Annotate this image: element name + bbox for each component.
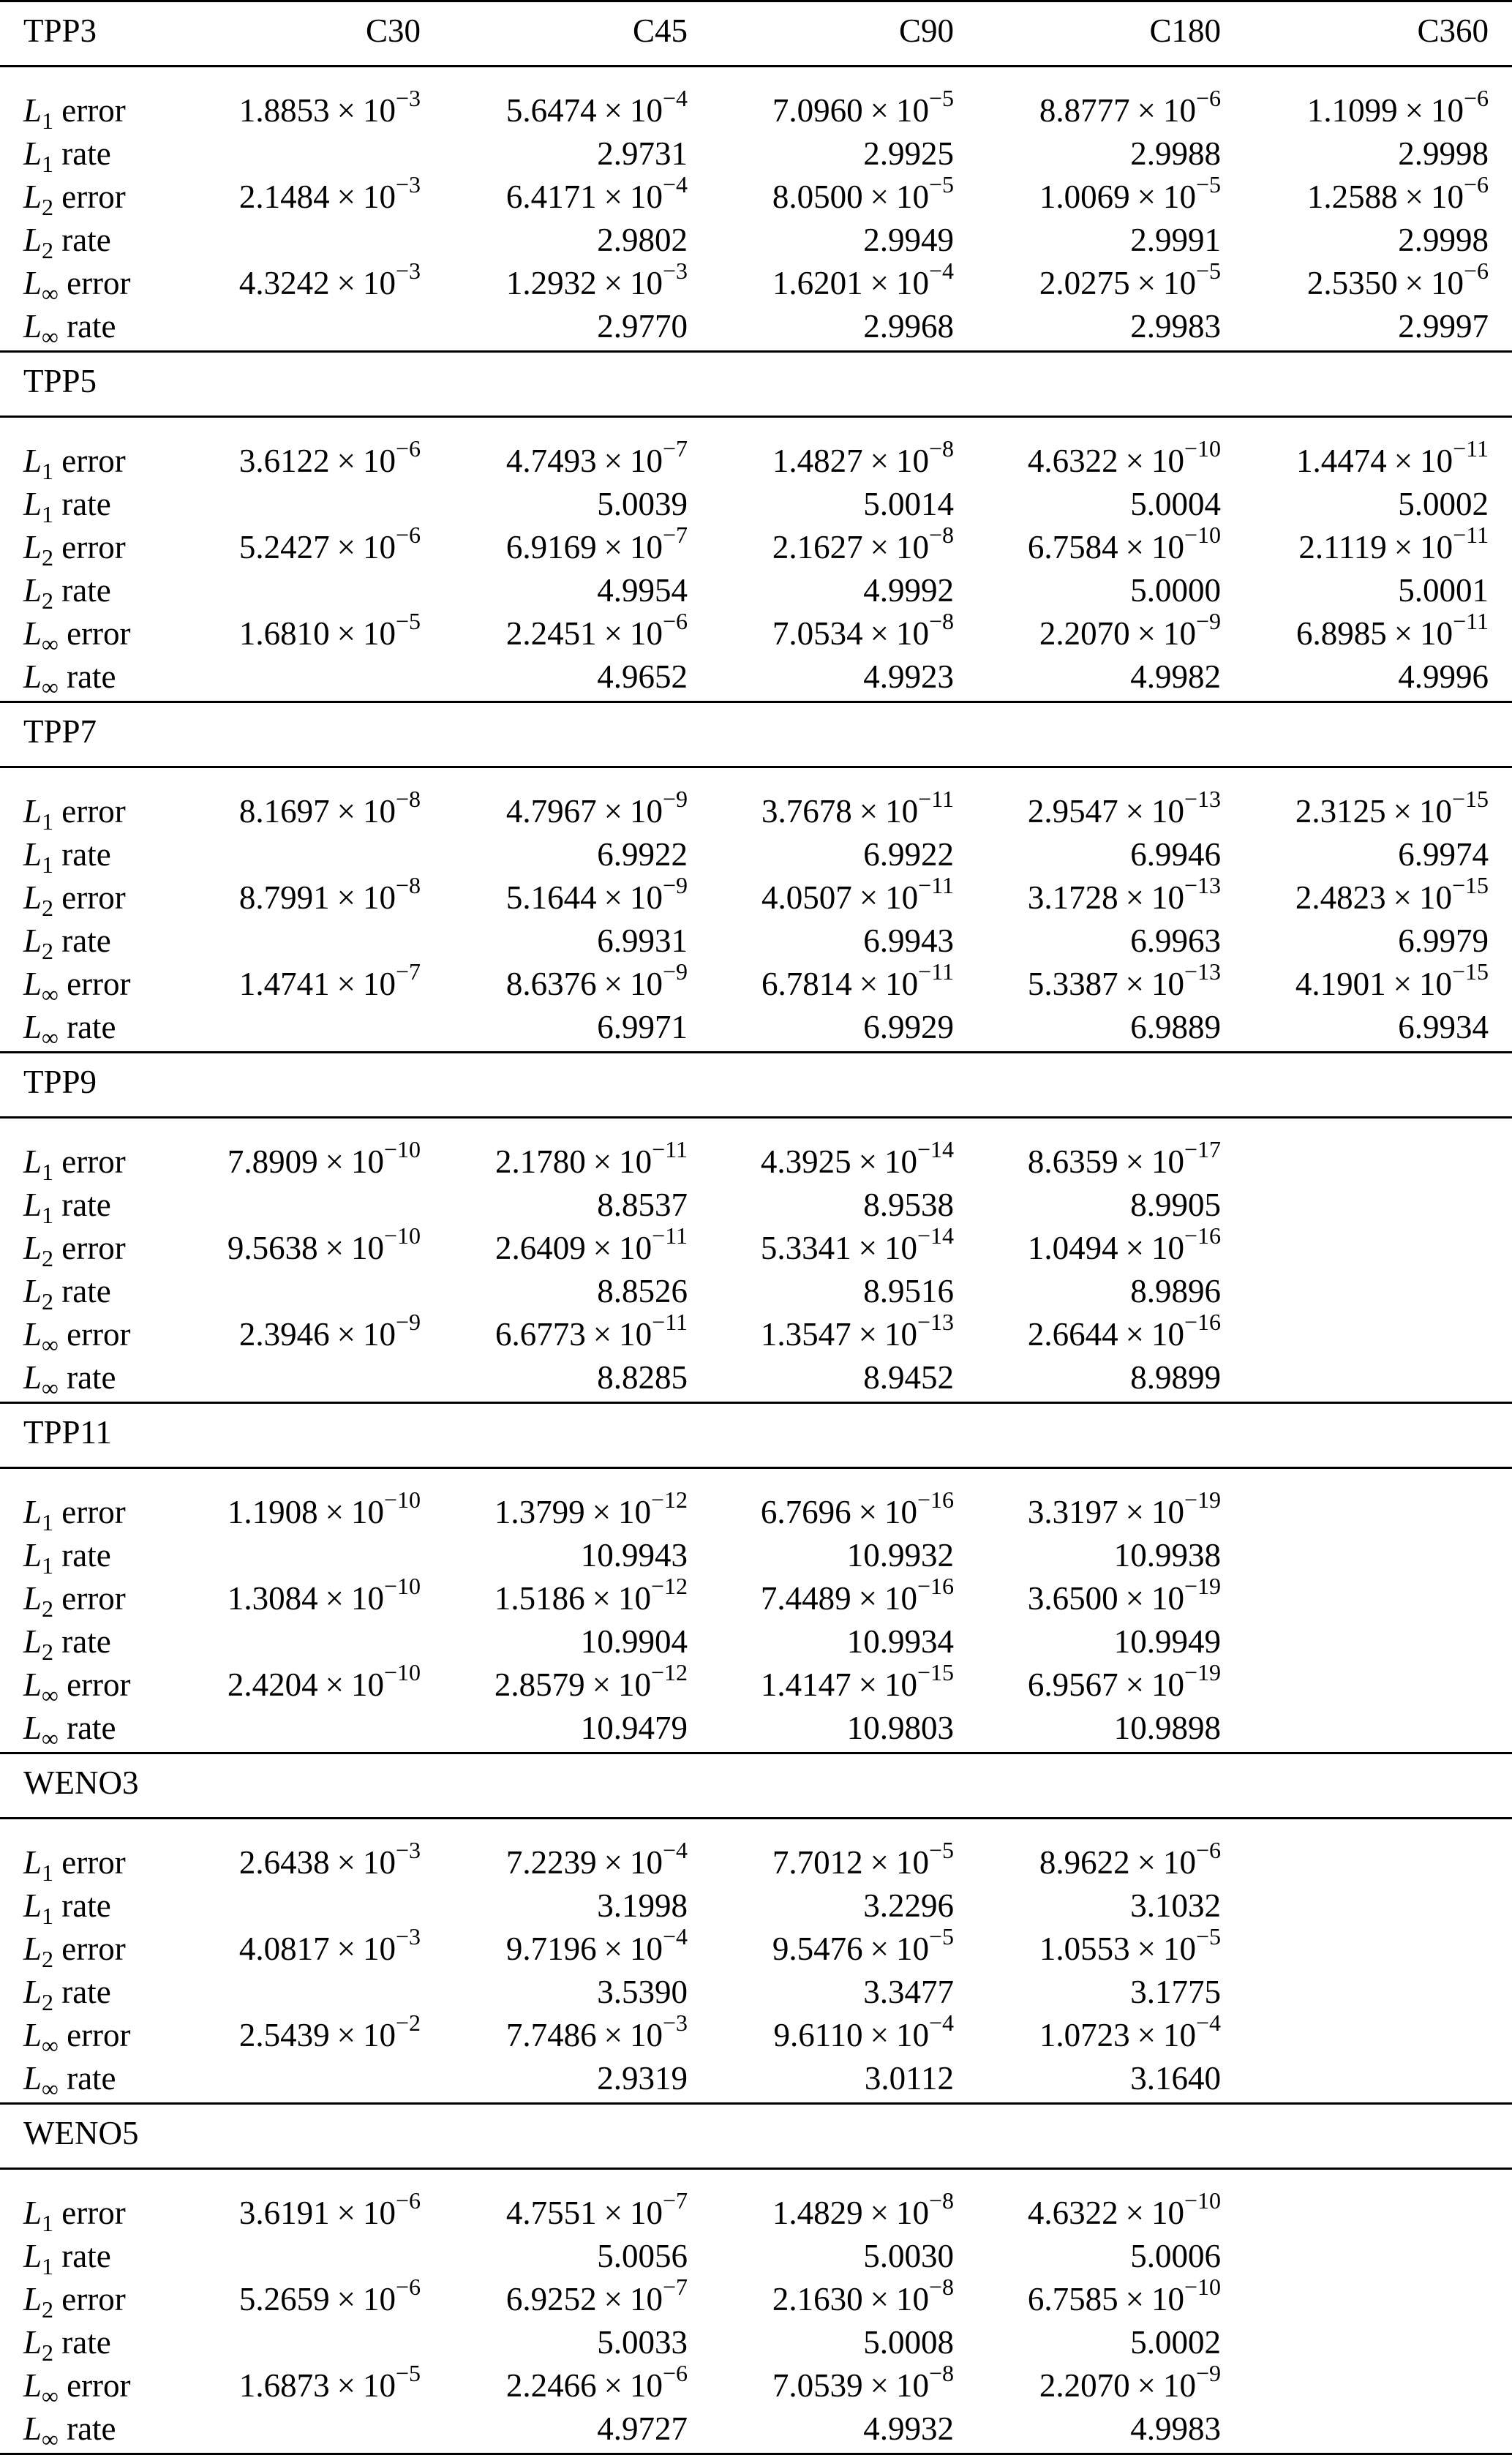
error-value: $2.0275 \times 10^{-5}$ bbox=[1039, 257, 1221, 301]
rate-value: 4.9932 bbox=[863, 2410, 954, 2447]
error-value: $2.1627 \times 10^{-8}$ bbox=[772, 522, 954, 565]
rate-value: 2.9731 bbox=[597, 135, 688, 172]
rate-value: 4.9996 bbox=[1398, 658, 1489, 695]
error-value: $8.6359 \times 10^{-17}$ bbox=[1027, 1136, 1221, 1180]
row-label: $L_2$ error bbox=[23, 1230, 126, 1271]
error-value: $9.6110 \times 10^{-4}$ bbox=[773, 2010, 954, 2053]
rate-value: 10.9898 bbox=[1113, 1710, 1221, 1746]
error-value: $6.4171 \times 10^{-4}$ bbox=[505, 171, 688, 215]
error-value: $5.3387 \times 10^{-13}$ bbox=[1027, 958, 1221, 1002]
error-value: $8.8777 \times 10^{-6}$ bbox=[1039, 85, 1221, 129]
rate-value: 2.9983 bbox=[1130, 308, 1221, 345]
rate-value: 10.9479 bbox=[580, 1710, 688, 1746]
rate-value: 2.9997 bbox=[1398, 308, 1489, 345]
row-label: $L_2$ rate bbox=[23, 2324, 111, 2366]
rate-value: 3.1640 bbox=[1130, 2060, 1221, 2097]
rate-value: 3.5390 bbox=[597, 1974, 688, 2010]
rate-value: 8.8526 bbox=[597, 1273, 688, 1309]
column-header-c30: C30 bbox=[365, 12, 421, 49]
section-title-weno5: WENO5 bbox=[23, 2115, 139, 2151]
error-value: $2.3125 \times 10^{-15}$ bbox=[1295, 786, 1489, 830]
error-value: $3.6122 \times 10^{-6}$ bbox=[238, 435, 421, 479]
error-value: $5.6474 \times 10^{-4}$ bbox=[505, 85, 688, 129]
section-end-rule bbox=[0, 701, 1512, 703]
row-label: $L_\infty$ error bbox=[23, 966, 131, 1007]
row-label: $L_2$ rate bbox=[23, 572, 111, 614]
rate-value: 5.0000 bbox=[1130, 572, 1221, 609]
rate-value: 2.9998 bbox=[1398, 222, 1489, 258]
row-label: $L_2$ error bbox=[23, 1930, 126, 1972]
error-value: $3.6500 \times 10^{-19}$ bbox=[1027, 1573, 1221, 1617]
section-rule bbox=[0, 2168, 1512, 2170]
rate-value: 10.9943 bbox=[580, 1537, 688, 1574]
row-label: $L_\infty$ error bbox=[23, 265, 131, 307]
rate-value: 2.9770 bbox=[597, 308, 688, 345]
error-value: $9.5638 \times 10^{-10}$ bbox=[227, 1222, 421, 1266]
rate-value: 3.0112 bbox=[864, 2060, 954, 2097]
rate-value: 3.2296 bbox=[863, 1887, 954, 1924]
rate-value: 10.9949 bbox=[1113, 1623, 1221, 1660]
error-value: $4.3242 \times 10^{-3}$ bbox=[238, 257, 421, 301]
error-value: $7.8909 \times 10^{-10}$ bbox=[227, 1136, 421, 1180]
row-label: $L_\infty$ error bbox=[23, 615, 131, 657]
row-label: $L_\infty$ error bbox=[23, 2017, 131, 2059]
section-rule bbox=[0, 416, 1512, 418]
error-value: $1.5186 \times 10^{-12}$ bbox=[494, 1573, 688, 1617]
error-value: $2.1484 \times 10^{-3}$ bbox=[238, 171, 421, 215]
rate-value: 3.1998 bbox=[597, 1887, 688, 1924]
rate-value: 10.9938 bbox=[1113, 1537, 1221, 1574]
rate-value: 5.0002 bbox=[1130, 2324, 1221, 2361]
rate-value: 4.9923 bbox=[863, 658, 954, 695]
error-value: $2.8579 \times 10^{-12}$ bbox=[494, 1659, 688, 1703]
error-value: $2.2466 \times 10^{-6}$ bbox=[505, 2360, 688, 2404]
row-label: $L_\infty$ rate bbox=[23, 1710, 116, 1751]
row-label: $L_1$ error bbox=[23, 92, 126, 134]
row-label: $L_1$ error bbox=[23, 1143, 126, 1185]
error-value: $2.1630 \times 10^{-8}$ bbox=[772, 2274, 954, 2317]
rate-value: 8.9905 bbox=[1130, 1187, 1221, 1223]
error-value: $2.9547 \times 10^{-13}$ bbox=[1027, 786, 1221, 830]
section-title-tpp5: TPP5 bbox=[23, 363, 97, 399]
rate-value: 8.9896 bbox=[1130, 1273, 1221, 1309]
rate-value: 6.9974 bbox=[1398, 836, 1489, 873]
rate-value: 4.9983 bbox=[1130, 2410, 1221, 2447]
rate-value: 2.9991 bbox=[1130, 222, 1221, 258]
row-label: $L_1$ error bbox=[23, 793, 126, 835]
rate-value: 5.0001 bbox=[1398, 572, 1489, 609]
row-label: $L_\infty$ error bbox=[23, 1666, 131, 1708]
error-value: $7.0960 \times 10^{-5}$ bbox=[772, 85, 954, 129]
rate-value: 6.9963 bbox=[1130, 922, 1221, 959]
rate-value: 5.0004 bbox=[1130, 486, 1221, 522]
rate-value: 5.0008 bbox=[863, 2324, 954, 2361]
rate-value: 3.1032 bbox=[1130, 1887, 1221, 1924]
row-label: $L_1$ rate bbox=[23, 1187, 111, 1228]
error-value: $1.3799 \times 10^{-12}$ bbox=[494, 1486, 688, 1530]
error-value: $1.1908 \times 10^{-10}$ bbox=[227, 1486, 421, 1530]
section-title-tpp11: TPP11 bbox=[23, 1414, 112, 1451]
error-value: $4.1901 \times 10^{-15}$ bbox=[1295, 958, 1489, 1002]
row-label: $L_1$ error bbox=[23, 2195, 126, 2236]
rate-value: 4.9652 bbox=[597, 658, 688, 695]
rate-value: 8.9899 bbox=[1130, 1359, 1221, 1396]
rate-value: 5.0033 bbox=[597, 2324, 688, 2361]
error-value: $2.2070 \times 10^{-9}$ bbox=[1039, 2360, 1221, 2404]
section-title-tpp7: TPP7 bbox=[23, 713, 97, 750]
error-value: $7.4489 \times 10^{-16}$ bbox=[760, 1573, 954, 1617]
error-value: $2.4204 \times 10^{-10}$ bbox=[227, 1659, 421, 1703]
rate-value: 2.9968 bbox=[863, 308, 954, 345]
row-label: $L_1$ error bbox=[23, 1844, 126, 1886]
error-value: $4.0817 \times 10^{-3}$ bbox=[238, 1923, 421, 1967]
error-value: $1.0069 \times 10^{-5}$ bbox=[1039, 171, 1221, 215]
error-value: $8.1697 \times 10^{-8}$ bbox=[238, 786, 421, 830]
error-value: $2.6644 \times 10^{-16}$ bbox=[1027, 1309, 1221, 1353]
error-value: $2.2451 \times 10^{-6}$ bbox=[505, 608, 688, 652]
rate-value: 10.9904 bbox=[580, 1623, 688, 1660]
section-end-rule bbox=[0, 1051, 1512, 1053]
error-value: $3.3197 \times 10^{-19}$ bbox=[1027, 1486, 1221, 1530]
error-value: $1.4741 \times 10^{-7}$ bbox=[238, 958, 421, 1002]
rate-value: 3.1775 bbox=[1130, 1974, 1221, 2010]
rate-value: 5.0039 bbox=[597, 486, 688, 522]
rate-value: 10.9934 bbox=[846, 1623, 954, 1660]
rate-value: 6.9889 bbox=[1130, 1009, 1221, 1045]
error-value: $6.7696 \times 10^{-16}$ bbox=[760, 1486, 954, 1530]
row-label: $L_2$ error bbox=[23, 178, 126, 220]
error-value: $1.1099 \times 10^{-6}$ bbox=[1306, 85, 1489, 129]
row-label: $L_2$ error bbox=[23, 1580, 126, 1622]
rate-value: 5.0056 bbox=[597, 2238, 688, 2274]
rate-value: 2.9988 bbox=[1130, 135, 1221, 172]
error-value: $4.6322 \times 10^{-10}$ bbox=[1027, 435, 1221, 479]
rate-value: 2.9949 bbox=[863, 222, 954, 258]
error-value: $8.9622 \times 10^{-6}$ bbox=[1039, 1837, 1221, 1881]
error-value: $1.0553 \times 10^{-5}$ bbox=[1039, 1923, 1221, 1967]
rate-value: 6.9979 bbox=[1398, 922, 1489, 959]
row-label: $L_2$ rate bbox=[23, 1623, 111, 1665]
error-value: $8.7991 \times 10^{-8}$ bbox=[238, 872, 421, 916]
row-label: $L_\infty$ rate bbox=[23, 1009, 116, 1050]
error-value: $2.5350 \times 10^{-6}$ bbox=[1306, 257, 1489, 301]
error-value: $6.9252 \times 10^{-7}$ bbox=[505, 2274, 688, 2317]
error-value: $9.7196 \times 10^{-4}$ bbox=[505, 1923, 688, 1967]
error-value: $5.2659 \times 10^{-6}$ bbox=[238, 2274, 421, 2317]
row-label: $L_1$ rate bbox=[23, 486, 111, 527]
top-rule bbox=[0, 0, 1512, 2]
rate-value: 8.8537 bbox=[597, 1187, 688, 1223]
row-label: $L_\infty$ rate bbox=[23, 2060, 116, 2102]
rate-value: 6.9929 bbox=[863, 1009, 954, 1045]
error-value: $1.0723 \times 10^{-4}$ bbox=[1039, 2010, 1221, 2053]
row-label: $L_1$ error bbox=[23, 1494, 126, 1535]
row-label: $L_1$ rate bbox=[23, 1537, 111, 1579]
error-value: $3.1728 \times 10^{-13}$ bbox=[1027, 872, 1221, 916]
rate-value: 5.0014 bbox=[863, 486, 954, 522]
rate-value: 8.9452 bbox=[863, 1359, 954, 1396]
section-rule bbox=[0, 1116, 1512, 1119]
error-value: $7.0539 \times 10^{-8}$ bbox=[772, 2360, 954, 2404]
section-title-tpp3: TPP3 bbox=[23, 12, 97, 49]
error-value: $3.7678 \times 10^{-11}$ bbox=[761, 786, 954, 830]
error-value: $2.2070 \times 10^{-9}$ bbox=[1039, 608, 1221, 652]
rate-value: 4.9992 bbox=[863, 572, 954, 609]
row-label: $L_2$ rate bbox=[23, 1273, 111, 1315]
rate-value: 4.9954 bbox=[597, 572, 688, 609]
error-value: $7.2239 \times 10^{-4}$ bbox=[505, 1837, 688, 1881]
error-value: $3.6191 \times 10^{-6}$ bbox=[238, 2187, 421, 2231]
row-label: $L_\infty$ rate bbox=[23, 1359, 116, 1401]
error-value: $2.6409 \times 10^{-11}$ bbox=[495, 1222, 688, 1266]
error-value: $7.0534 \times 10^{-8}$ bbox=[772, 608, 954, 652]
error-value: $7.7486 \times 10^{-3}$ bbox=[505, 2010, 688, 2053]
error-value: $1.4147 \times 10^{-15}$ bbox=[760, 1659, 954, 1703]
error-value: $8.0500 \times 10^{-5}$ bbox=[772, 171, 954, 215]
error-value: $6.7814 \times 10^{-11}$ bbox=[761, 958, 954, 1002]
error-value: $8.6376 \times 10^{-9}$ bbox=[505, 958, 688, 1002]
rate-value: 6.9922 bbox=[597, 836, 688, 873]
rate-value: 2.9925 bbox=[863, 135, 954, 172]
rate-value: 6.9971 bbox=[597, 1009, 688, 1045]
row-label: $L_1$ rate bbox=[23, 135, 111, 177]
rate-value: 5.0006 bbox=[1130, 2238, 1221, 2274]
error-value: $6.9169 \times 10^{-7}$ bbox=[505, 522, 688, 565]
error-value: $2.4823 \times 10^{-15}$ bbox=[1295, 872, 1489, 916]
section-end-rule bbox=[0, 350, 1512, 353]
error-value: $2.5439 \times 10^{-2}$ bbox=[238, 2010, 421, 2053]
section-rule bbox=[0, 1817, 1512, 1819]
error-value: $6.6773 \times 10^{-11}$ bbox=[495, 1309, 688, 1353]
error-value: $4.7551 \times 10^{-7}$ bbox=[505, 2187, 688, 2231]
rate-value: 6.9946 bbox=[1130, 836, 1221, 873]
error-value: $7.7012 \times 10^{-5}$ bbox=[772, 1837, 954, 1881]
rate-value: 4.9727 bbox=[597, 2410, 688, 2447]
row-label: $L_\infty$ rate bbox=[23, 2410, 116, 2452]
row-label: $L_2$ rate bbox=[23, 222, 111, 263]
rate-value: 10.9932 bbox=[846, 1537, 954, 1574]
error-value: $6.7585 \times 10^{-10}$ bbox=[1027, 2274, 1221, 2317]
rate-value: 2.9998 bbox=[1398, 135, 1489, 172]
row-label: $L_1$ rate bbox=[23, 836, 111, 878]
error-value: $4.6322 \times 10^{-10}$ bbox=[1027, 2187, 1221, 2231]
column-header-c45: C45 bbox=[632, 12, 688, 49]
rate-value: 5.0030 bbox=[863, 2238, 954, 2274]
error-value: $5.1644 \times 10^{-9}$ bbox=[505, 872, 688, 916]
error-value: $1.4474 \times 10^{-11}$ bbox=[1296, 435, 1489, 479]
error-value: $5.3341 \times 10^{-14}$ bbox=[760, 1222, 954, 1266]
error-value: $1.3084 \times 10^{-10}$ bbox=[227, 1573, 421, 1617]
error-value: $2.1780 \times 10^{-11}$ bbox=[495, 1136, 688, 1180]
row-label: $L_1$ error bbox=[23, 443, 126, 484]
rate-value: 4.9982 bbox=[1130, 658, 1221, 695]
section-rule bbox=[0, 65, 1512, 67]
section-end-rule bbox=[0, 1752, 1512, 1754]
error-value: $5.2427 \times 10^{-6}$ bbox=[238, 522, 421, 565]
row-label: $L_2$ rate bbox=[23, 1974, 111, 2015]
rate-value: 2.9319 bbox=[597, 2060, 688, 2097]
error-value: $6.9567 \times 10^{-19}$ bbox=[1027, 1659, 1221, 1703]
row-label: $L_2$ error bbox=[23, 2281, 126, 2323]
section-title-weno3: WENO3 bbox=[23, 1764, 139, 1801]
rate-value: 8.9516 bbox=[863, 1273, 954, 1309]
column-header-c90: C90 bbox=[898, 12, 954, 49]
error-value: $4.3925 \times 10^{-14}$ bbox=[760, 1136, 954, 1180]
error-value: $2.3946 \times 10^{-9}$ bbox=[238, 1309, 421, 1353]
error-value: $6.7584 \times 10^{-10}$ bbox=[1027, 522, 1221, 565]
error-value: $4.0507 \times 10^{-11}$ bbox=[761, 872, 954, 916]
rate-value: 6.9931 bbox=[597, 922, 688, 959]
section-end-rule bbox=[0, 2102, 1512, 2105]
rate-value: 3.3477 bbox=[863, 1974, 954, 2010]
section-rule bbox=[0, 1467, 1512, 1469]
column-header-c180: C180 bbox=[1149, 12, 1221, 49]
row-label: $L_1$ rate bbox=[23, 2238, 111, 2279]
section-end-rule bbox=[0, 1402, 1512, 1404]
rate-value: 10.9803 bbox=[846, 1710, 954, 1746]
row-label: $L_2$ error bbox=[23, 529, 126, 571]
section-title-tpp9: TPP9 bbox=[23, 1064, 97, 1100]
error-value: $1.2588 \times 10^{-6}$ bbox=[1306, 171, 1489, 215]
error-value: $2.1119 \times 10^{-11}$ bbox=[1298, 522, 1489, 565]
error-value: $2.6438 \times 10^{-3}$ bbox=[238, 1837, 421, 1881]
error-value: $1.6873 \times 10^{-5}$ bbox=[238, 2360, 421, 2404]
rate-value: 6.9934 bbox=[1398, 1009, 1489, 1045]
error-value: $6.8985 \times 10^{-11}$ bbox=[1296, 608, 1489, 652]
error-value: $1.0494 \times 10^{-16}$ bbox=[1027, 1222, 1221, 1266]
rate-value: 6.9922 bbox=[863, 836, 954, 873]
rate-value: 8.8285 bbox=[597, 1359, 688, 1396]
error-value: $4.7493 \times 10^{-7}$ bbox=[505, 435, 688, 479]
row-label: $L_\infty$ rate bbox=[23, 658, 116, 700]
error-value: $1.8853 \times 10^{-3}$ bbox=[238, 85, 421, 129]
rate-value: 8.9538 bbox=[863, 1187, 954, 1223]
error-value: $1.6810 \times 10^{-5}$ bbox=[238, 608, 421, 652]
rate-value: 5.0002 bbox=[1398, 486, 1489, 522]
row-label: $L_\infty$ rate bbox=[23, 308, 116, 350]
error-value: $1.2932 \times 10^{-3}$ bbox=[505, 257, 688, 301]
error-value: $1.6201 \times 10^{-4}$ bbox=[772, 257, 954, 301]
section-rule bbox=[0, 766, 1512, 768]
row-label: $L_2$ error bbox=[23, 879, 126, 921]
rate-value: 6.9943 bbox=[863, 922, 954, 959]
row-label: $L_2$ rate bbox=[23, 922, 111, 964]
error-value: $1.4829 \times 10^{-8}$ bbox=[772, 2187, 954, 2231]
row-label: $L_\infty$ error bbox=[23, 1316, 131, 1358]
row-label: $L_1$ rate bbox=[23, 1887, 111, 1929]
error-value: $9.5476 \times 10^{-5}$ bbox=[772, 1923, 954, 1967]
error-value: $4.7967 \times 10^{-9}$ bbox=[505, 786, 688, 830]
column-header-c360: C360 bbox=[1417, 12, 1489, 49]
rate-value: 2.9802 bbox=[597, 222, 688, 258]
error-value: $1.4827 \times 10^{-8}$ bbox=[772, 435, 954, 479]
row-label: $L_\infty$ error bbox=[23, 2367, 131, 2409]
error-value: $1.3547 \times 10^{-13}$ bbox=[760, 1309, 954, 1353]
